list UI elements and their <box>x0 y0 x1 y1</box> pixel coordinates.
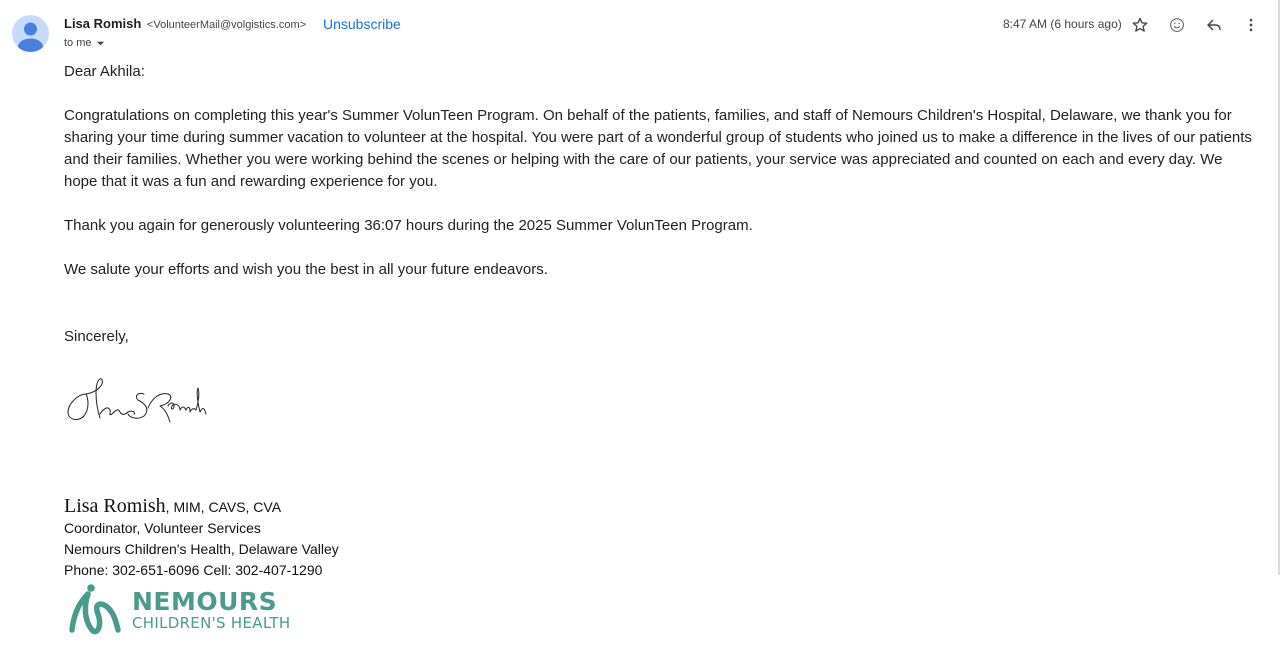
emoji-reaction-button[interactable] <box>1165 14 1189 36</box>
signer-credentials: , MIM, CAVS, CVA <box>165 499 282 515</box>
greeting: Dear Akhila: <box>64 63 145 80</box>
body-paragraph-main: Congratulations on completing this year's Summer VolunTeen Program. On behalf of the patients, families, and staff of Nemours Children's Hospital, Delaware, we thank you for sharing your time during summer vacation to volunteer at the hospital. You were part of a wonderful group of students who joined us to make a difference in the lives of our patients and their families. Whether you were working behind the scenes or helping with the care of our patients, your service was appreciated and counted on each and every day. We hope that it was a fun and rewarding experience for you. <box>64 107 1252 190</box>
sender-avatar[interactable] <box>12 15 49 52</box>
unsubscribe-link[interactable]: Unsubscribe <box>323 16 401 32</box>
signer-organization: Nemours Children's Health, Delaware Valley <box>64 541 339 557</box>
star-icon <box>1131 16 1149 34</box>
nemours-logo-icon <box>66 584 124 636</box>
signer-phone: Phone: 302-651-6096 Cell: 302-407-1290 <box>64 562 323 578</box>
sender-name[interactable]: Lisa Romish <box>64 16 142 31</box>
nemours-logo <box>66 584 290 636</box>
sender-line <box>64 16 306 31</box>
sender-email: <VolunteerMail@volgistics.com> <box>146 19 307 31</box>
logo-subtitle: CHILDREN'S HEALTH <box>132 614 291 632</box>
closing: Sincerely, <box>64 328 129 345</box>
signer-line <box>64 496 339 518</box>
signature-block <box>64 496 339 581</box>
signer-name: Lisa Romish <box>64 495 166 517</box>
reply-button[interactable] <box>1202 14 1226 36</box>
message-actions <box>1128 14 1263 36</box>
emoji-icon <box>1168 16 1186 34</box>
recipient-label: to me <box>64 37 92 49</box>
body-paragraph-thanks: Thank you again for generously volunteering 36:07 hours during the 2025 Summer VolunTeen Program. <box>64 217 753 234</box>
person-avatar-icon <box>12 15 49 52</box>
signer-title: Coordinator, Volunteer Services <box>64 520 261 536</box>
logo-wordmark: NEMOURS <box>132 587 278 616</box>
timestamp: 8:47 AM (6 hours ago) <box>1003 17 1122 31</box>
more-vert-icon <box>1242 16 1260 34</box>
star-button[interactable] <box>1128 14 1152 36</box>
reply-icon <box>1205 16 1223 34</box>
recipient-dropdown[interactable] <box>64 37 105 49</box>
body-paragraph-salute: We salute your efforts and wish you the best in all your future endeavors. <box>64 261 548 278</box>
handwritten-signature <box>64 372 209 432</box>
chevron-down-icon <box>96 39 105 48</box>
more-options-button[interactable] <box>1239 14 1263 36</box>
